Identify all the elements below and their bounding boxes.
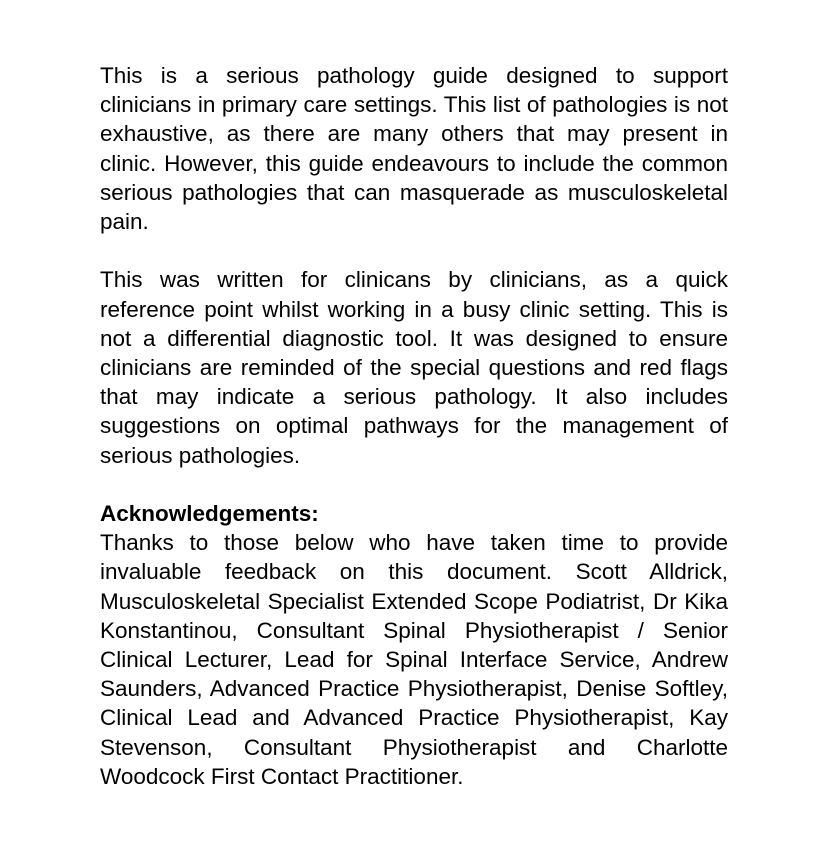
acknowledgements-heading: Acknowledgements: <box>100 501 319 527</box>
intro-paragraph: This is a serious pathology guide designed to support clinicians in primary care settings. This list of pathologies is not exhaustive, as there are many others that may present in clinic. However, this guide endeavours to include the common serious pathologies that can masquerade as musculoskeletal pain. <box>100 63 728 235</box>
acknowledgements-paragraph: Thanks to those below who have taken time to provide invaluable feedback on this document. Scott Alldrick, Musculoskeletal Specialist Extended Scope Podiatrist, Dr Kika Konstantinou, Consultant Spinal Physiotherapist / Senior Clinical Lecturer, Lead for Spinal Interface Service, Andrew Saunders, Advanced Practice Physiotherapist, Denise Softley, Clinical Lead and Advanced Practice Physiotherapist, Kay Stevenson, Consultant Physiotherapist and Charlotte Woodcock First Contact Practitioner. <box>100 530 728 789</box>
document-page <box>100 61 728 791</box>
purpose-paragraph: This was written for clinicans by clinicians, as a quick reference point whilst working in a busy clinic setting. This is not a differential diagnostic tool. It was designed to ensure clinicians are reminded of the special questions and red flags that may indicate a serious pathology. It also includes suggestions on optimal pathways for the management of serious pathologies. <box>100 267 728 468</box>
